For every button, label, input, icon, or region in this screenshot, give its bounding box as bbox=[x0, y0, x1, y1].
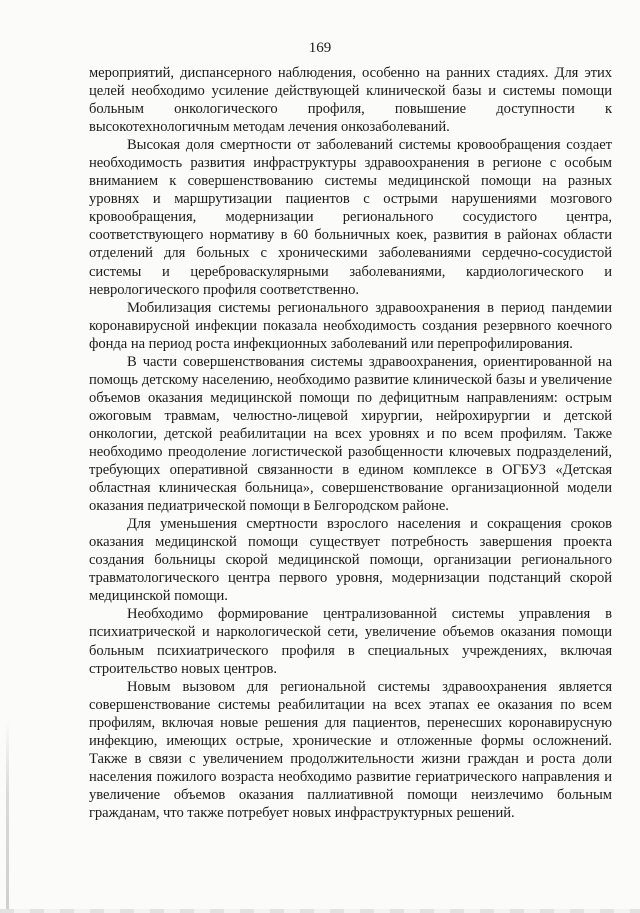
paragraph-rehabilitation: Новым вызовом для региональной системы здравоохранения является совершенствование системы реабилитации на всех этапах ее оказания по всем профилям, включая новые решения для пациентов, перенесших коронавирусную инфекцию, имеющих острые, хронические и отложенные формы осложнений. Также в связи с увеличением продолжительности жизни граждан и роста доли населения пожилого возраста необходимо развитие гериатрического направления и увеличение объемов оказания паллиативной помощи неизлечимо больным гражданам, что также потребует новых инфраструктурных решений. bbox=[89, 678, 612, 821]
page-number: 169 bbox=[308, 40, 332, 56]
paragraph-pandemic-mobilization: Мобилизация системы регионального здравоохранения в период пандемии коронавирусной инфекции показала необходимость создания резервного коечного фонда на период роста инфекционных заболеваний или перепрофилирования. bbox=[89, 299, 612, 352]
paragraph-emergency-care: Для уменьшения смертности взрослого населения и сокращения сроков оказания медицинской помощи существует потребность завершения проекта создания больницы скорой медицинской помощи, организации регионального травматологического центра первого уровня, модернизации подстанций скорой медицинской помощи. bbox=[89, 516, 612, 605]
paragraph-psychiatric-network: Необходимо формирование централизованной системы управления в психиатрической и наркологической сети, увеличение объемов оказания помощи больным психиатрического профиля в специальных учреждениях, включая строительство новых центров. bbox=[89, 606, 612, 677]
paragraph-oncology-continuation: мероприятий, диспансерного наблюдения, особенно на ранних стадиях. Для этих целей необходимо усиление действующей клинической базы и системы помощи больным онкологического профиля, повышение доступности к высокотехнологичным методам лечения онкозаболеваний. bbox=[89, 65, 612, 136]
paragraph-pediatric-care: В части совершенствования системы здравоохранения, ориентированной на помощь детскому населению, необходимо развитие клинической базы и увеличение объемов оказания медицинской помощи по дефицитным направлениям: острым ожоговым травмам, челюстно-лицевой хирургии, нейрохирургии и детской онкологии, детской реабилитации на всех уровнях и по всем профилям. Также необходимо преодоление логистической разобщенности ключевых подразделений, требующих оперативной связанности в едином комплексе в ОГБУЗ «Детская областная клиническая больница», совершенствование организационной модели оказания педиатрической помощи в Белгородском районе. bbox=[89, 353, 612, 515]
body-text bbox=[89, 64, 612, 822]
scan-edge-shadow bbox=[6, 720, 9, 913]
scan-bottom-edge bbox=[0, 909, 640, 913]
paragraph-circulatory-system: Высокая доля смертности от заболеваний системы кровообращения создает необходимость развития инфраструктуры здравоохранения в регионе с особым вниманием к совершенствованию системы медицинской помощи на разных уровнях и маршрутизации пациентов с острыми нарушениями мозгового кровообращения, модернизации регионального сосудистого центра, соответствующего нормативу в 60 больничных коек, развития в районах области отделений для больных с хроническими заболеваниями сердечно-сосудистой системы и цереброваскулярными заболеваниями, кардиологического и неврологического профиля соответственно. bbox=[89, 137, 612, 298]
